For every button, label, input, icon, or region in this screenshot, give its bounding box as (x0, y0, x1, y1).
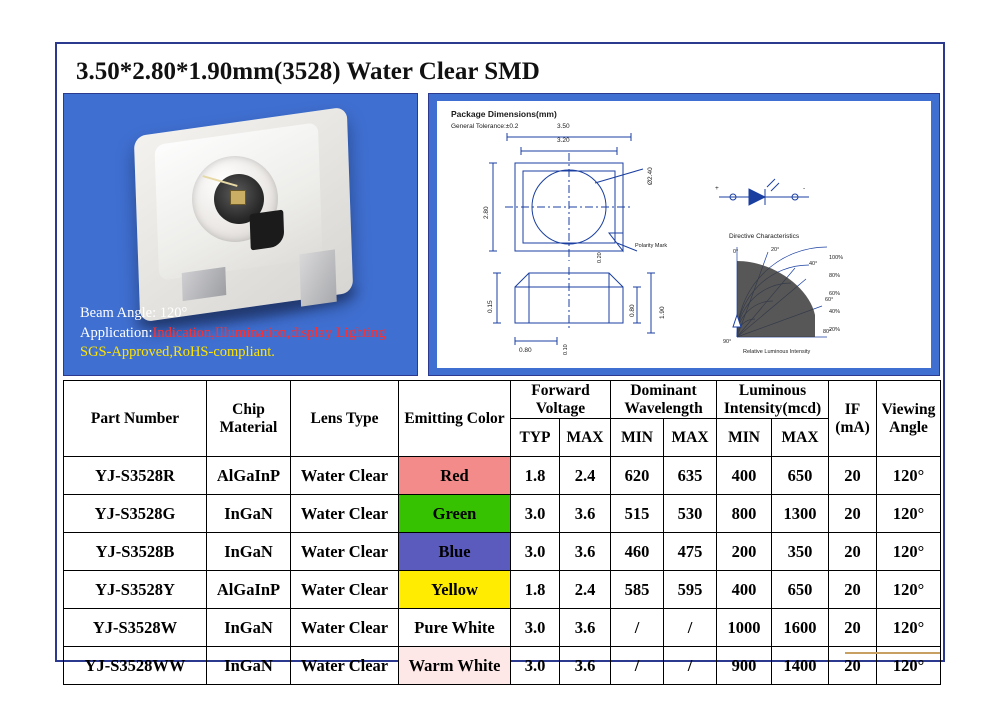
directive-angle-0: 0° (733, 249, 739, 255)
cell-emitting-color: Pure White (399, 609, 511, 647)
cell-vf-max: 3.6 (560, 647, 611, 685)
page-title: 3.50*2.80*1.90mm(3528) Water Clear SMD (70, 58, 546, 86)
table-row (64, 533, 941, 571)
cell-iv-max: 650 (772, 457, 829, 495)
cell-if-typ: 20 (829, 457, 877, 495)
cell-wl-min: 460 (611, 533, 664, 571)
cell-iv-max: 650 (772, 571, 829, 609)
table-header-row-main (64, 381, 941, 419)
polarity-mark-label: Polarity Mark (635, 243, 668, 249)
cell-vf-max: 3.6 (560, 495, 611, 533)
cell-wl-max: 635 (664, 457, 717, 495)
cell-vf-max: 2.4 (560, 457, 611, 495)
led-die-chip (230, 190, 246, 205)
directive-pct-80: 80% (829, 273, 841, 279)
directive-angle-20: 20° (771, 247, 780, 253)
cell-angle: 120° (877, 495, 941, 533)
table-body (64, 457, 941, 685)
drawing-tolerance: General Tolerance:±0.2 (451, 123, 519, 130)
directive-title: Directive Characteristics (729, 233, 800, 240)
photo-caption-block (80, 304, 386, 363)
application-line (80, 324, 386, 344)
header-viewing-angle: Viewing Angle (877, 381, 941, 457)
cell-chip-material: AlGaInP (207, 571, 291, 609)
directive-pct-100: 100% (829, 255, 844, 261)
cell-part-number: YJ-S3528G (64, 495, 207, 533)
cell-iv-max: 1600 (772, 609, 829, 647)
header-dominant-wavelength: Dominant Wavelength (611, 381, 717, 419)
cell-wl-min: 585 (611, 571, 664, 609)
subheader-vf-max: MAX (560, 419, 611, 457)
directive-angle-90: 90° (723, 339, 732, 345)
cell-vf-typ: 3.0 (511, 647, 560, 685)
symbol-plus: + (715, 185, 719, 192)
cell-wl-min: 515 (611, 495, 664, 533)
dim-left-height: 2.80 (483, 206, 490, 219)
header-if: IF (mA) (829, 381, 877, 457)
subheader-iv-max: MAX (772, 419, 829, 457)
cell-wl-max: 475 (664, 533, 717, 571)
cell-wl-min: / (611, 609, 664, 647)
cell-vf-typ: 1.8 (511, 457, 560, 495)
compliance-line: SGS-Approved,RoHS-compliant. (80, 344, 275, 361)
cell-vf-max: 2.4 (560, 571, 611, 609)
cell-emitting-color: Green (399, 495, 511, 533)
directive-pct-20: 20% (829, 327, 841, 333)
led-solder-pad-right (299, 249, 336, 306)
application-value: Indication,Illumination,display Lighting (152, 324, 386, 341)
cell-angle: 120° (877, 457, 941, 495)
subheader-wl-min: MIN (611, 419, 664, 457)
cell-angle: 120° (877, 571, 941, 609)
drawing-canvas (437, 101, 931, 368)
cell-wl-max: 530 (664, 495, 717, 533)
cell-wl-min: / (611, 647, 664, 685)
cell-chip-material: AlGaInP (207, 457, 291, 495)
cell-wl-max: 595 (664, 571, 717, 609)
beam-angle-label: Beam Angle: 120° (80, 305, 188, 322)
header-part-number: Part Number (64, 381, 207, 457)
dim-bottom-pad: 0.80 (519, 347, 532, 354)
cell-part-number: YJ-S3528WW (64, 647, 207, 685)
cell-iv-min: 800 (717, 495, 772, 533)
directive-angle-40: 40° (809, 261, 818, 267)
cell-lens-type: Water Clear (291, 495, 399, 533)
directive-xlabel: Relative Luminous Intensity (743, 349, 811, 355)
cell-lens-type: Water Clear (291, 647, 399, 685)
dim-side-left: 0.15 (487, 300, 494, 313)
header-chip-material: Chip Material (207, 381, 291, 457)
specification-table (63, 380, 941, 685)
cell-lens-type: Water Clear (291, 533, 399, 571)
subheader-wl-max: MAX (664, 419, 717, 457)
cell-chip-material: InGaN (207, 533, 291, 571)
dim-side-total: 1.90 (659, 306, 666, 319)
cell-part-number: YJ-S3528Y (64, 571, 207, 609)
cell-vf-max: 3.6 (560, 609, 611, 647)
dim-top-inner: 3.20 (557, 137, 570, 144)
header-forward-voltage: Forward Voltage (511, 381, 611, 419)
cell-vf-typ: 3.0 (511, 609, 560, 647)
cell-emitting-color: Warm White (399, 647, 511, 685)
cell-iv-min: 200 (717, 533, 772, 571)
table-row (64, 609, 941, 647)
cell-iv-max: 350 (772, 533, 829, 571)
header-emitting-color: Emitting Color (399, 381, 511, 457)
dim-notch-depth: 0.20 (597, 252, 603, 263)
application-prefix: Application: (80, 324, 153, 341)
cell-vf-typ: 1.8 (511, 571, 560, 609)
cell-wl-max: / (664, 609, 717, 647)
dim-side-right: 0.80 (629, 304, 636, 317)
cell-wl-max: / (664, 647, 717, 685)
cell-chip-material: InGaN (207, 495, 291, 533)
symbol-minus: - (803, 185, 806, 192)
table-row (64, 571, 941, 609)
cell-vf-max: 3.6 (560, 533, 611, 571)
cell-emitting-color: Blue (399, 533, 511, 571)
cell-part-number: YJ-S3528R (64, 457, 207, 495)
cell-iv-min: 1000 (717, 609, 772, 647)
cell-iv-max: 1300 (772, 495, 829, 533)
cell-if-typ: 20 (829, 609, 877, 647)
drawing-title: Package Dimensions(mm) (451, 109, 557, 119)
subheader-vf-typ: TYP (511, 419, 560, 457)
package-dimension-drawing (437, 101, 933, 370)
specification-table-wrapper (63, 380, 940, 685)
cell-angle: 120° (877, 609, 941, 647)
header-lens-type: Lens Type (291, 381, 399, 457)
cell-if-typ: 20 (829, 647, 877, 685)
product-photo-panel (63, 93, 418, 376)
cell-iv-max: 1400 (772, 647, 829, 685)
cell-part-number: YJ-S3528B (64, 533, 207, 571)
package-drawing-panel (428, 93, 940, 376)
cell-if-typ: 20 (829, 533, 877, 571)
cell-iv-min: 400 (717, 571, 772, 609)
directive-pct-40: 40% (829, 309, 841, 315)
table-row (64, 457, 941, 495)
dim-top-outer: 3.50 (557, 123, 570, 130)
cell-if-typ: 20 (829, 495, 877, 533)
cell-vf-typ: 3.0 (511, 533, 560, 571)
cell-chip-material: InGaN (207, 609, 291, 647)
cell-lens-type: Water Clear (291, 609, 399, 647)
subheader-iv-min: MIN (717, 419, 772, 457)
cell-angle: 120° (877, 533, 941, 571)
cell-part-number: YJ-S3528W (64, 609, 207, 647)
cell-chip-material: InGaN (207, 647, 291, 685)
cell-if-typ: 20 (829, 571, 877, 609)
directive-pct-60: 60% (829, 291, 841, 297)
directive-angle-80: 80° (823, 329, 832, 335)
footer-accent-line (845, 652, 940, 654)
cell-lens-type: Water Clear (291, 457, 399, 495)
directive-angle-60: 60° (825, 297, 834, 303)
cell-lens-type: Water Clear (291, 571, 399, 609)
cell-emitting-color: Yellow (399, 571, 511, 609)
table-row (64, 647, 941, 685)
dim-bottom-small: 0.10 (563, 344, 569, 355)
cell-iv-min: 400 (717, 457, 772, 495)
header-luminous-intensity: Luminous Intensity(mcd) (717, 381, 829, 419)
cell-emitting-color: Red (399, 457, 511, 495)
dim-dome-dia: Ø2.40 (647, 167, 654, 185)
table-row (64, 495, 941, 533)
cell-vf-typ: 3.0 (511, 495, 560, 533)
cell-angle: 120° (877, 647, 941, 685)
cell-wl-min: 620 (611, 457, 664, 495)
cell-iv-min: 900 (717, 647, 772, 685)
